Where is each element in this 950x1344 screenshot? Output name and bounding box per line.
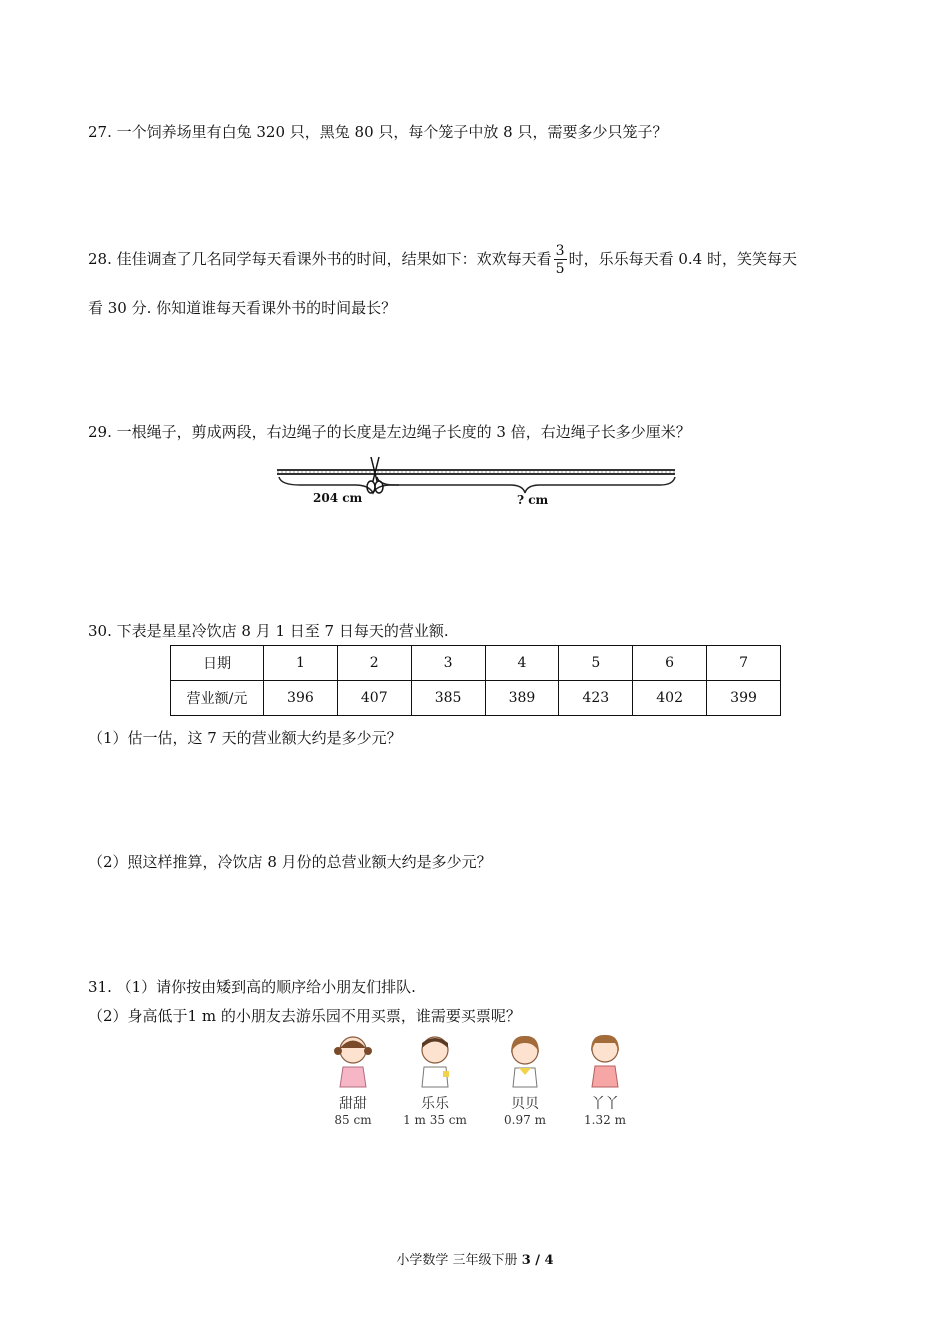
- child-height: 1.32 m: [584, 1113, 626, 1127]
- question-28: [88, 244, 797, 276]
- table-cell: 423: [559, 681, 633, 716]
- table-row-amounts: [171, 681, 781, 716]
- child-beibei: [490, 1033, 560, 1127]
- girl-icon: [333, 1033, 373, 1091]
- child-name: 甜甜: [339, 1096, 367, 1112]
- table-cell: 2: [337, 646, 411, 681]
- question-27: 27. 一个饲养场里有白兔 320 只，黑兔 80 只，每个笼子中放 8 只，需要多少只笼子？: [88, 123, 668, 141]
- rope-diagram: [275, 455, 685, 515]
- question-30: 30. 下表是星星冷饮店 8 月 1 日至 7 日每天的营业额.: [88, 622, 449, 640]
- fraction-numerator: 3: [555, 243, 565, 259]
- table-cell: 3: [411, 646, 485, 681]
- boy-icon: [415, 1033, 455, 1091]
- footer-subject: 小学数学 三年级下册: [396, 1253, 522, 1268]
- table-cell: 389: [485, 681, 559, 716]
- question-28-text-before: 28. 佳佳调查了几名同学每天看课外书的时间，结果如下：欢欢每天看: [88, 250, 552, 268]
- fraction-three-fifths: [554, 244, 567, 276]
- sales-table: [170, 645, 781, 716]
- left-length-label: 204 cm: [313, 491, 363, 505]
- table-cell: 6: [633, 646, 707, 681]
- child-name: 贝贝: [511, 1096, 539, 1112]
- page-footer: [0, 1249, 950, 1268]
- table-cell: 396: [264, 681, 338, 716]
- table-row-dates: [171, 646, 781, 681]
- child-height: 1 m 35 cm: [403, 1113, 467, 1127]
- table-cell: 1: [264, 646, 338, 681]
- question-31-sub1: 31. （1）请你按由矮到高的顺序给小朋友们排队.: [88, 978, 416, 996]
- child-yaya: [570, 1033, 640, 1127]
- girl-icon: [585, 1033, 625, 1091]
- question-30-sub2: （2）照这样推算，冷饮店 8 月份的总营业额大约是多少元？: [88, 853, 492, 871]
- page-number: 3 / 4: [521, 1253, 554, 1268]
- table-cell: 399: [707, 681, 781, 716]
- fraction-denominator: 5: [555, 261, 565, 277]
- question-28-line2: 看 30 分. 你知道谁每天看课外书的时间最长？: [88, 299, 397, 317]
- child-name: 乐乐: [421, 1096, 449, 1112]
- table-header-amount: 营业额/元: [171, 681, 264, 716]
- table-header-date: 日期: [171, 646, 264, 681]
- table-cell: 5: [559, 646, 633, 681]
- right-length-label: ? cm: [517, 493, 549, 507]
- table-cell: 402: [633, 681, 707, 716]
- child-name: 丫丫: [591, 1096, 619, 1112]
- children-illustration: [318, 1033, 638, 1133]
- table-cell: 4: [485, 646, 559, 681]
- question-28-text-after: 时，乐乐每天看 0.4 时，笑笑每天: [568, 250, 797, 268]
- child-tiantian: [318, 1033, 388, 1127]
- rope-illustration: [275, 455, 685, 515]
- child-height: 85 cm: [334, 1113, 372, 1127]
- question-31-sub2: （2）身高低于1 m 的小朋友去游乐园不用买票，谁需要买票呢？: [88, 1007, 521, 1025]
- question-29: 29. 一根绳子，剪成两段，右边绳子的长度是左边绳子长度的 3 倍，右边绳子长多少厘米？: [88, 423, 691, 441]
- child-lele: [400, 1033, 470, 1127]
- table-cell: 7: [707, 646, 781, 681]
- girl-icon: [505, 1033, 545, 1091]
- child-height: 0.97 m: [504, 1113, 546, 1127]
- table-cell: 407: [337, 681, 411, 716]
- table-cell: 385: [411, 681, 485, 716]
- question-30-sub1: （1）估一估，这 7 天的营业额大约是多少元？: [88, 729, 402, 747]
